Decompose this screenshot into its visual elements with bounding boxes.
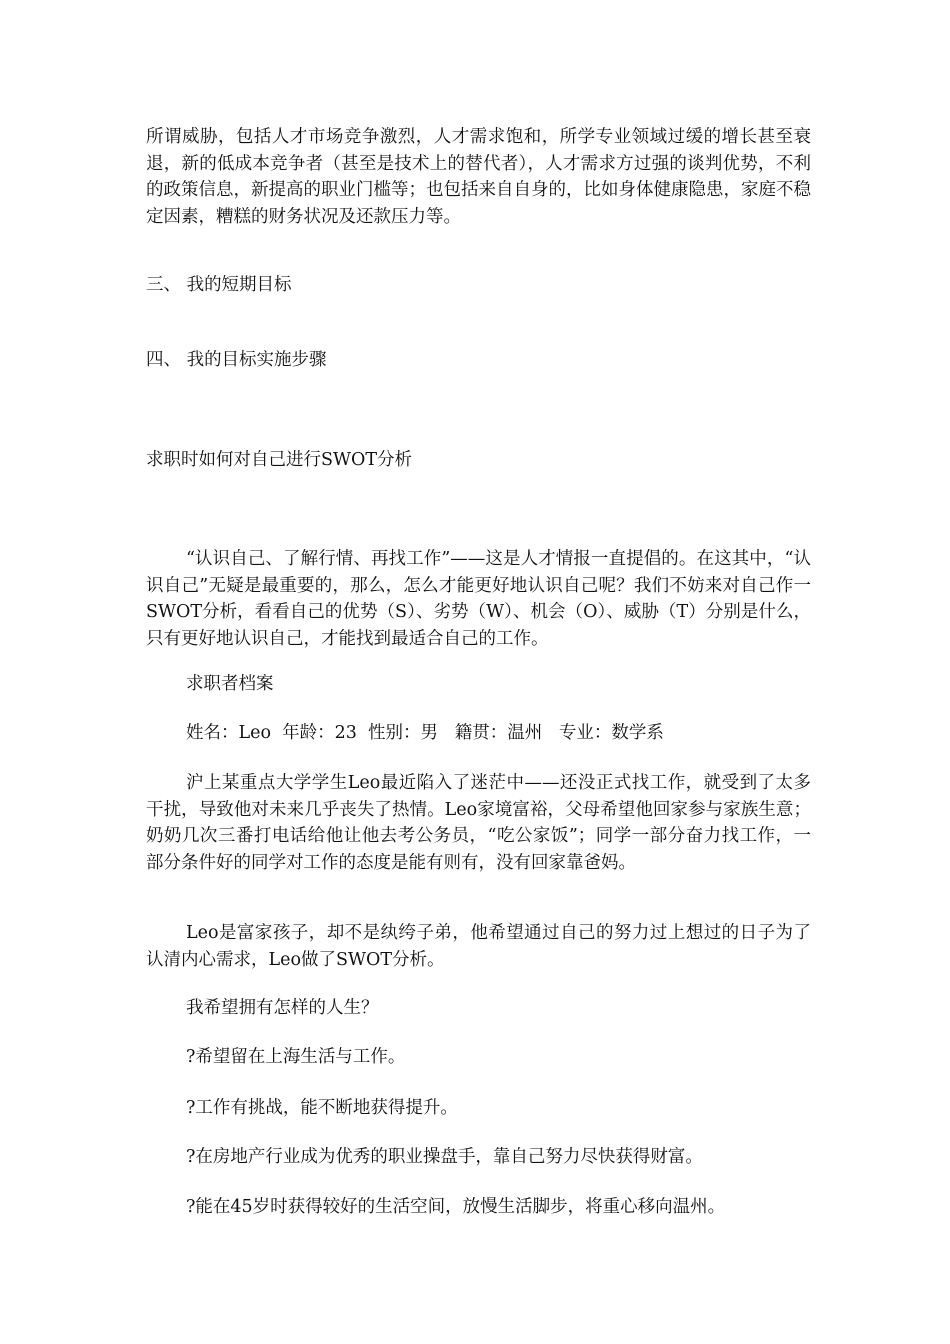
profile-line: 姓名：Leo 年龄：23 性别：男 籍贯：温州 专业：数学系 [186,723,664,743]
article-title: 求职时如何对自己进行SWOT分析 [146,450,412,470]
threats-paragraph: 所谓威胁，包括人才市场竞争激烈，人才需求饱和，所学专业领域过缓的增长甚至衰退，新的低成本竞争者（甚至是技术上的替代者），人才需求方过强的谈判优势，不利的政策信息，新提高的职业门槛等；也包括来自自身的，比如身体健康隐患，家庭不稳定因素，糟糕的财务状况及还款压力等。 [146,127,811,227]
leo-paragraph: Leo是富家孩子，却不是纨绔子弟，他希望通过自己的努力过上想过的日子为了认清内心需求，Leo做了SWOT分析。 [146,923,811,970]
wish-item: ?工作有挑战，能不断地获得提升。 [186,1098,458,1118]
wish-item: ?在房地产行业成为优秀的职业操盘手，靠自己努力尽快获得财富。 [186,1147,703,1167]
wish-item: ?能在45岁时获得较好的生活空间，放慢生活脚步，将重心移向温州。 [186,1197,726,1217]
question-line: 我希望拥有怎样的人生？ [186,998,379,1018]
section-heading-short-term-goals: 三、 我的短期目标 [146,275,292,295]
story-paragraph: 沪上某重点大学学生Leo最近陷入了迷茫中——还没正式找工作，就受到了太多干扰，导致他对未来几乎丧失了热情。Leo家境富裕，父母希望他回家参与家族生意；奶奶几次三番打电话给他让他去考公务员，“吃公家饭”；同学一部分奋力找工作，一部分条件好的同学对工作的态度是能有则有，没有回家靠爸妈。 [146,773,811,873]
section-heading-implementation-steps: 四、 我的目标实施步骤 [146,350,327,370]
wish-item: ?希望留在上海生活与工作。 [186,1047,406,1067]
profile-heading: 求职者档案 [186,674,274,694]
intro-paragraph: “认识自己、了解行情、再找工作”——这是人才情报一直提倡的。在这其中，“认识自己”无疑是最重要的，那么，怎么才能更好地认识自己呢？我们不妨来对自己作一SWOT分析，看看自己的优势（S）、劣势（W）、机会（O）、威胁（T）分别是什么，只有更好地认识自己，才能找到最适合自己的工作。 [146,549,811,649]
